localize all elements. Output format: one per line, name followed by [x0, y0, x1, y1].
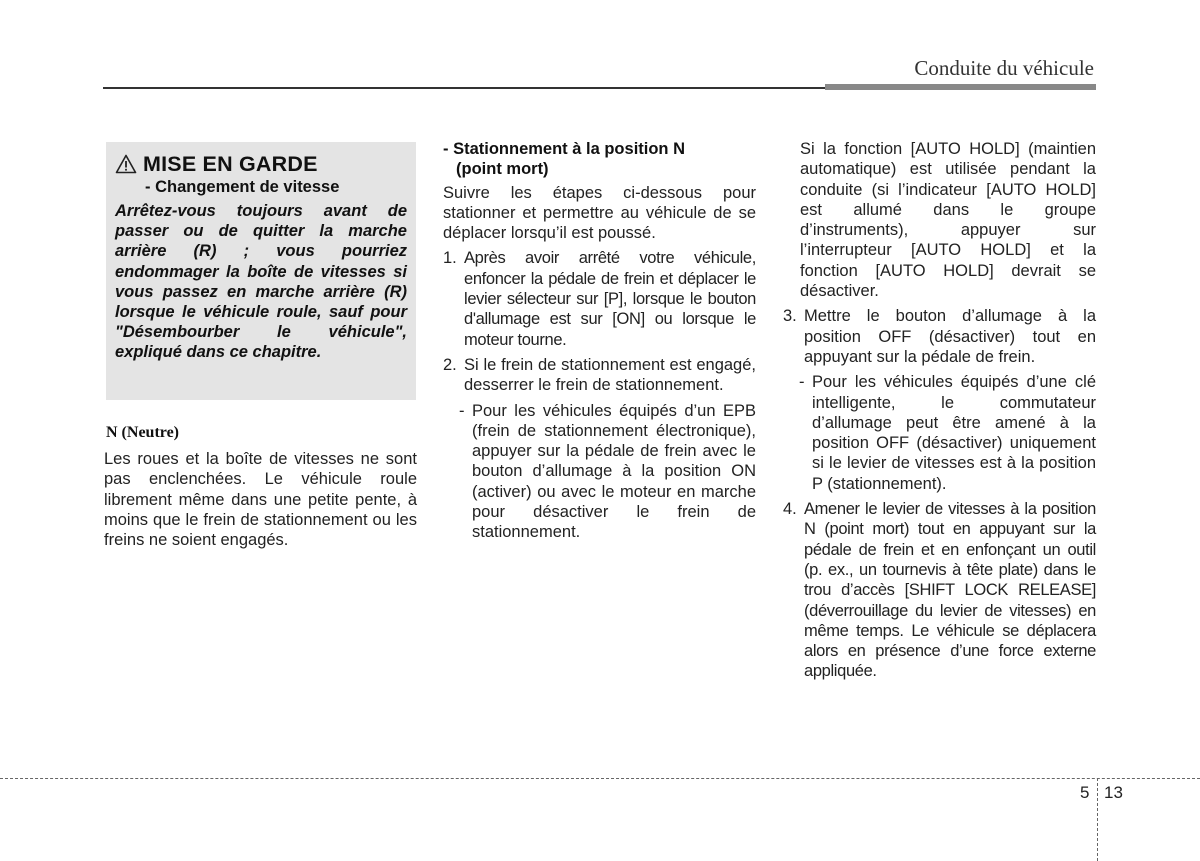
footer-divider	[1097, 778, 1098, 861]
sub-dash: -	[799, 373, 805, 392]
warning-triangle-icon	[115, 154, 137, 174]
warning-header	[115, 150, 407, 178]
list-item-step-3	[783, 306, 1096, 367]
parking-n-heading-line1: - Stationnement à la position N	[443, 140, 686, 158]
list-item-step-4	[783, 499, 1096, 682]
warning-body: Arrêtez-vous toujours avant de passer ou de quitter la marche arrière (R) ; vous pourriez endommager la boîte de vitesses si vous passez en marche arrière (R) lorsque le véhicule roule, sauf pour "Désembourber le véhicule", expliqué dans ce chapitre.	[115, 202, 407, 362]
step-number: 4.	[783, 500, 797, 519]
step-number: 1.	[443, 249, 457, 268]
step-text: Si le frein de stationnement est engagé, desserrer le frein de stationnement.	[464, 355, 756, 395]
chapter-number: 5	[1080, 783, 1090, 802]
step-text: Amener le levier de vitesses à la position N (point mort) tout en appuyant sur la pédale de frein et en enfonçant un outil (p. ex., un tournevis à tête plate) dans le trou d’accès [SHIFT LOCK RELEASE] (déverrouillage du levier de vitesses) en même temps. Le véhicule se déplacera alors en présence d’une force externe appliquée.	[804, 500, 1096, 681]
header-title: Conduite du véhicule	[914, 56, 1094, 80]
sub-dash: -	[459, 401, 465, 420]
step-number: 3.	[783, 307, 797, 326]
warning-box	[106, 142, 416, 400]
parking-n-heading-line2: (point mort)	[456, 160, 549, 179]
warning-title: MISE EN GARDE	[143, 151, 318, 176]
step-number: 2.	[443, 355, 457, 374]
page-number: 13	[1104, 783, 1123, 802]
list-item-step-2	[443, 355, 756, 396]
parking-n-intro: Suivre les étapes ci-dessous pour stationner et permettre au véhicule de se déplacer lorsqu’il est poussé.	[443, 183, 756, 243]
step-text: Mettre le bouton d’allumage à la position OFF (désactiver) tout en appuyant sur la pédale de frein.	[804, 307, 1096, 366]
step-text: Après avoir arrêté votre véhicule, enfoncer la pédale de frein et déplacer le levier sélecteur sur [P], lorsque le bouton d'allumage est sur [ON] ou lorsque le moteur tourne.	[464, 249, 756, 349]
list-item-step-2-epb	[459, 401, 756, 543]
auto-hold-text: Si la fonction [AUTO HOLD] (maintien automatique) est utilisée pendant la conduite (si l’indicateur [AUTO HOLD] est allumé dans le groupe d’instruments), appuyer sur l’interrupteur [AUTO HOLD] et la fonction [AUTO HOLD] devrait se désactiver.	[800, 140, 1096, 301]
neutral-body: Les roues et la boîte de vitesses ne sont pas enclenchées. Le véhicule roule librement même dans une petite pente, à moins que le frein de stationnement ou les freins ne soient engagés.	[104, 450, 417, 550]
neutral-heading: N (Neutre)	[106, 424, 180, 441]
list-item-step-1	[443, 248, 756, 349]
column-parking-n	[443, 139, 756, 548]
sub-text: Pour les véhicules équipés d’une clé intelligente, le commutateur d’allumage peut être amené à la position OFF (désactiver) uniquement si le levier de vitesses est à la position P (stationnement).	[812, 373, 1096, 493]
header-rule-accent	[825, 84, 1096, 90]
list-item-step-3-smart-key	[799, 372, 1096, 494]
footer-rule	[0, 778, 1200, 779]
parking-n-heading	[443, 139, 756, 180]
sub-text: Pour les véhicules équipés d’un EPB (frein de stationnement électronique), appuyer sur la pédale de frein avec le bouton d’allumage à la position ON (activer) ou avec le moteur en marche pour désactiver le frein de stationnement.	[472, 401, 756, 542]
column-parking-n-continued	[783, 139, 1096, 687]
warning-subtitle: - Changement de vitesse	[145, 178, 340, 196]
